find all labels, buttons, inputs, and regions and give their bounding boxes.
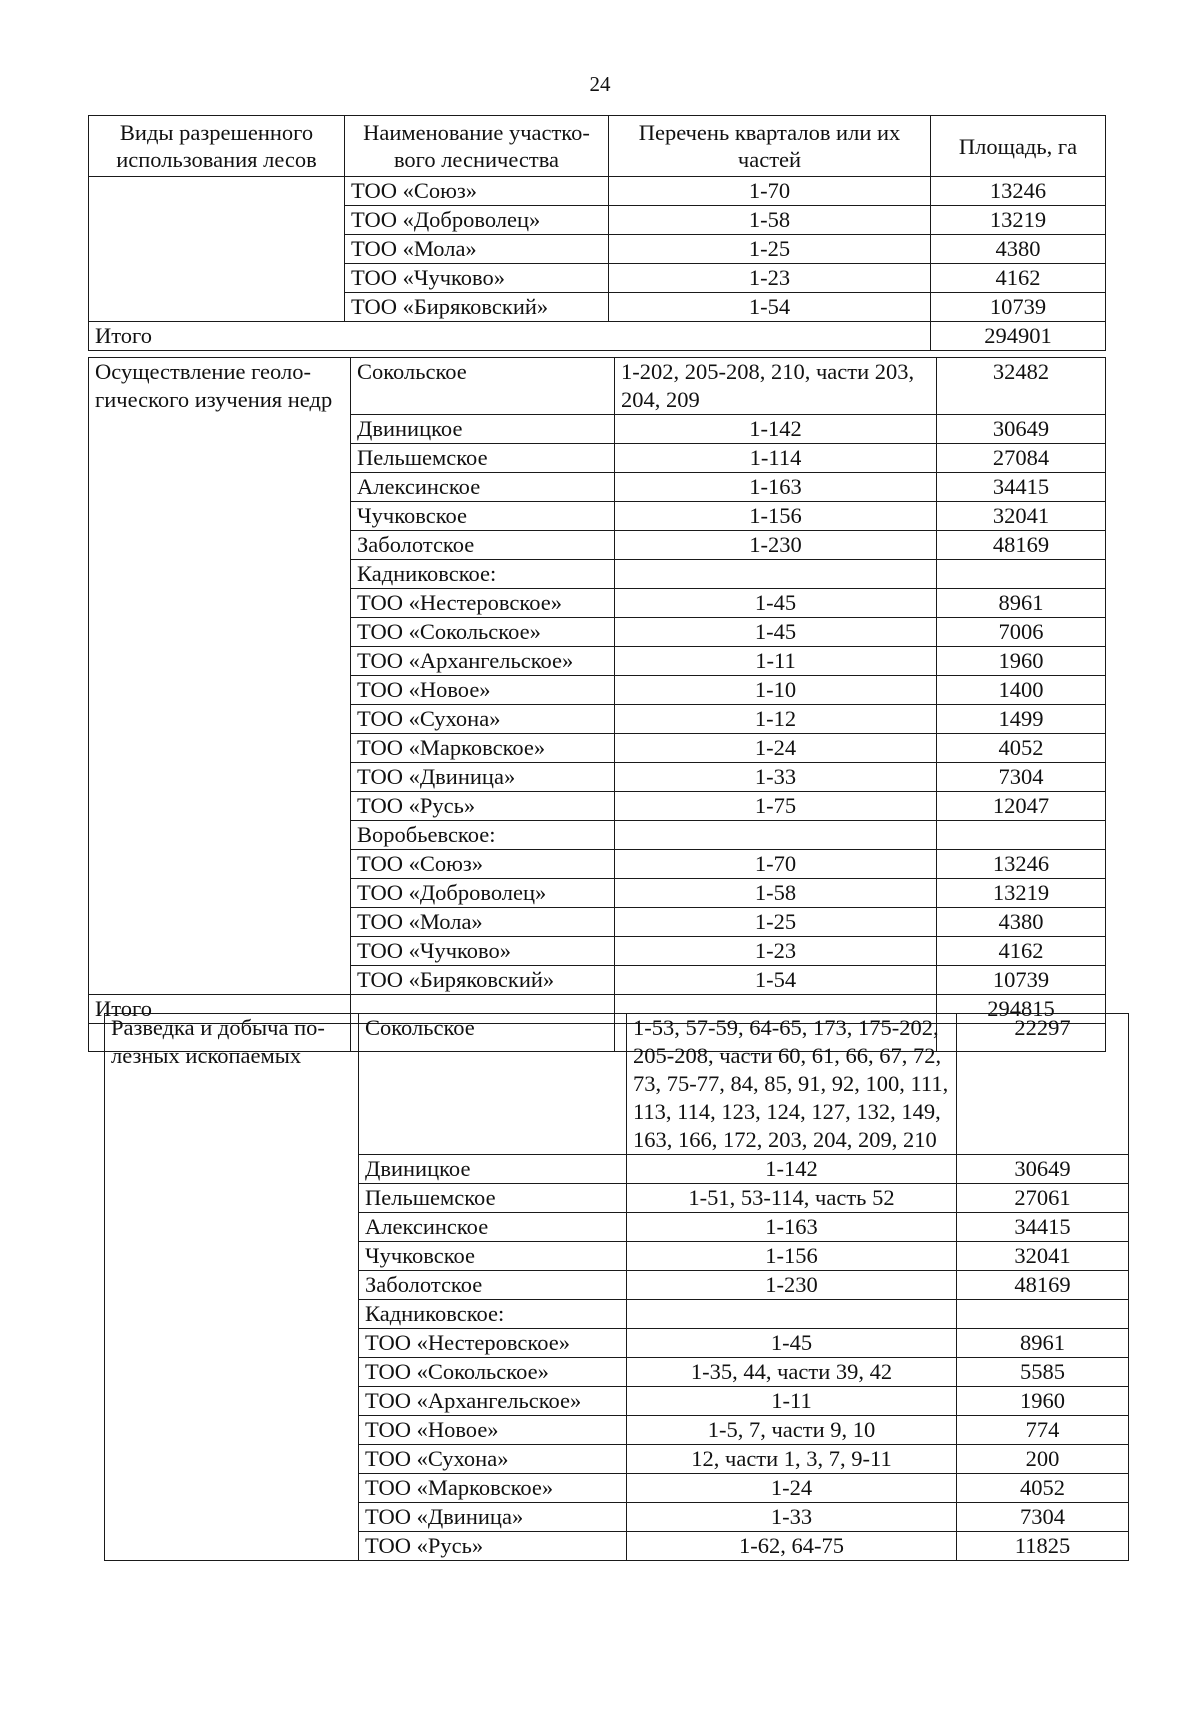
forestry-name-cell: ТОО «Доброволец» bbox=[351, 879, 615, 908]
forestry-name-cell: ТОО «Новое» bbox=[351, 676, 615, 705]
total-row bbox=[89, 322, 1106, 351]
area-cell: 7304 bbox=[957, 1503, 1129, 1532]
quarters-cell: 1-11 bbox=[627, 1387, 957, 1416]
forestry-name-cell: ТОО «Биряковский» bbox=[345, 293, 609, 322]
forestry-name-cell: Кадниковское: bbox=[351, 560, 615, 589]
forestry-name-cell: Воробьевское: bbox=[351, 821, 615, 850]
quarters-cell: 1-33 bbox=[627, 1503, 957, 1532]
quarters-cell: 1-230 bbox=[615, 531, 937, 560]
forestry-name-cell: ТОО «Нестеровское» bbox=[351, 589, 615, 618]
quarters-cell: 1-114 bbox=[615, 444, 937, 473]
quarters-cell: 1-11 bbox=[615, 647, 937, 676]
forestry-name-cell: Чучковское bbox=[359, 1242, 627, 1271]
area-cell: 1400 bbox=[937, 676, 1106, 705]
quarters-cell bbox=[615, 560, 937, 589]
area-cell bbox=[937, 821, 1106, 850]
area-cell: 13246 bbox=[937, 850, 1106, 879]
quarters-cell: 1-142 bbox=[615, 415, 937, 444]
table-row bbox=[89, 177, 1106, 206]
quarters-cell: 1-25 bbox=[609, 235, 931, 264]
forestry-name-cell: ТОО «Новое» bbox=[359, 1416, 627, 1445]
quarters-cell: 1-58 bbox=[609, 206, 931, 235]
quarters-cell: 1-35, 44, части 39, 42 bbox=[627, 1358, 957, 1387]
quarters-cell: 1-25 bbox=[615, 908, 937, 937]
quarters-cell: 1-45 bbox=[615, 618, 937, 647]
quarters-cell: 1-163 bbox=[627, 1213, 957, 1242]
forestry-name-cell: Двиницкое bbox=[359, 1155, 627, 1184]
page-number: 24 bbox=[589, 72, 611, 96]
quarters-cell: 1-24 bbox=[627, 1474, 957, 1503]
forestry-name-cell: ТОО «Двиница» bbox=[351, 763, 615, 792]
forestry-name-cell: ТОО «Русь» bbox=[359, 1532, 627, 1561]
table-row bbox=[89, 358, 1106, 415]
quarters-cell: 1-45 bbox=[615, 589, 937, 618]
quarters-cell: 1-142 bbox=[627, 1155, 957, 1184]
use-type-cell: Разведка и добыча по-лезных ископаемых bbox=[105, 1014, 359, 1561]
area-cell: 30649 bbox=[957, 1155, 1129, 1184]
total-area: 294901 bbox=[931, 322, 1106, 351]
area-cell: 32041 bbox=[937, 502, 1106, 531]
area-cell: 200 bbox=[957, 1445, 1129, 1474]
area-cell: 48169 bbox=[937, 531, 1106, 560]
forestry-name-cell: ТОО «Мола» bbox=[351, 908, 615, 937]
area-cell: 13219 bbox=[937, 879, 1106, 908]
quarters-cell: 1-70 bbox=[609, 177, 931, 206]
quarters-cell: 1-51, 53-114, часть 52 bbox=[627, 1184, 957, 1213]
forestry-name-cell: ТОО «Архангельское» bbox=[351, 647, 615, 676]
area-cell: 8961 bbox=[957, 1329, 1129, 1358]
area-cell: 12047 bbox=[937, 792, 1106, 821]
quarters-cell: 1-45 bbox=[627, 1329, 957, 1358]
area-cell: 5585 bbox=[957, 1358, 1129, 1387]
area-cell: 13246 bbox=[931, 177, 1106, 206]
quarters-cell: 1-156 bbox=[627, 1242, 957, 1271]
area-cell: 27084 bbox=[937, 444, 1106, 473]
area-cell: 34415 bbox=[957, 1213, 1129, 1242]
table-row bbox=[105, 1014, 1129, 1155]
forestry-name-cell: ТОО «Доброволец» bbox=[345, 206, 609, 235]
forestry-name-cell: ТОО «Союз» bbox=[351, 850, 615, 879]
forestry-name-cell: ТОО «Сокольское» bbox=[351, 618, 615, 647]
area-cell: 4162 bbox=[937, 937, 1106, 966]
area-cell: 10739 bbox=[931, 293, 1106, 322]
quarters-cell: 1-54 bbox=[609, 293, 931, 322]
forestry-name-cell: Заболотское bbox=[359, 1271, 627, 1300]
quarters-cell: 1-163 bbox=[615, 473, 937, 502]
area-cell: 4162 bbox=[931, 264, 1106, 293]
forestry-name-cell: ТОО «Архангельское» bbox=[359, 1387, 627, 1416]
forestry-name-cell: ТОО «Сухона» bbox=[359, 1445, 627, 1474]
forestry-name-cell: Сокольское bbox=[359, 1014, 627, 1155]
forestry-name-cell: ТОО «Чучково» bbox=[345, 264, 609, 293]
quarters-cell: 1-58 bbox=[615, 879, 937, 908]
area-cell: 8961 bbox=[937, 589, 1106, 618]
forestry-name-cell: ТОО «Биряковский» bbox=[351, 966, 615, 995]
header-quarters: Перечень кварталов или их частей bbox=[609, 116, 931, 177]
quarters-cell: 1-54 bbox=[615, 966, 937, 995]
forestry-name-cell: Двиницкое bbox=[351, 415, 615, 444]
header-use-type: Виды разрешенного использования лесов bbox=[89, 116, 345, 177]
area-cell: 11825 bbox=[957, 1532, 1129, 1561]
area-cell: 27061 bbox=[957, 1184, 1129, 1213]
quarters-cell: 1-33 bbox=[615, 763, 937, 792]
area-cell: 48169 bbox=[957, 1271, 1129, 1300]
quarters-cell: 1-230 bbox=[627, 1271, 957, 1300]
quarters-cell: 1-5, 7, части 9, 10 bbox=[627, 1416, 957, 1445]
forestry-name-cell: Алексинское bbox=[359, 1213, 627, 1242]
area-cell: 30649 bbox=[937, 415, 1106, 444]
forestry-name-cell: ТОО «Союз» bbox=[345, 177, 609, 206]
use-type-cell bbox=[89, 177, 345, 322]
forestry-name-cell: Пельшемское bbox=[351, 444, 615, 473]
total-area: 294815 bbox=[937, 995, 1106, 1024]
forest-use-table-geology bbox=[88, 357, 1106, 1052]
forest-use-table-top bbox=[88, 115, 1106, 351]
quarters-cell: 1-62, 64-75 bbox=[627, 1532, 957, 1561]
forestry-name-cell: ТОО «Сухона» bbox=[351, 705, 615, 734]
quarters-cell: 1-24 bbox=[615, 734, 937, 763]
quarters-cell: 1-12 bbox=[615, 705, 937, 734]
header-forestry-name: Наименование участко-вого лесничества bbox=[345, 116, 609, 177]
header-area: Площадь, га bbox=[931, 116, 1106, 177]
area-cell: 32482 bbox=[937, 358, 1106, 415]
area-cell: 7006 bbox=[937, 618, 1106, 647]
forestry-name-cell: ТОО «Русь» bbox=[351, 792, 615, 821]
quarters-cell bbox=[615, 821, 937, 850]
quarters-cell: 12, части 1, 3, 7, 9-11 bbox=[627, 1445, 957, 1474]
quarters-cell: 1-23 bbox=[609, 264, 931, 293]
area-cell: 22297 bbox=[957, 1014, 1129, 1155]
quarters-cell bbox=[627, 1300, 957, 1329]
forestry-name-cell: ТОО «Двиница» bbox=[359, 1503, 627, 1532]
forest-use-table-mining bbox=[104, 1013, 1129, 1561]
forestry-name-cell: Сокольское bbox=[351, 358, 615, 415]
area-cell: 7304 bbox=[937, 763, 1106, 792]
table-header-row bbox=[89, 116, 1106, 177]
total-label: Итого bbox=[89, 322, 931, 351]
forestry-name-cell: ТОО «Сокольское» bbox=[359, 1358, 627, 1387]
quarters-cell: 1-10 bbox=[615, 676, 937, 705]
area-cell: 34415 bbox=[937, 473, 1106, 502]
forestry-name-cell: Алексинское bbox=[351, 473, 615, 502]
quarters-cell: 1-23 bbox=[615, 937, 937, 966]
area-cell bbox=[937, 560, 1106, 589]
area-cell: 4380 bbox=[937, 908, 1106, 937]
forestry-name-cell: ТОО «Нестеровское» bbox=[359, 1329, 627, 1358]
quarters-cell: 1-70 bbox=[615, 850, 937, 879]
forestry-name-cell: Чучковское bbox=[351, 502, 615, 531]
area-cell: 13219 bbox=[931, 206, 1106, 235]
quarters-cell: 1-156 bbox=[615, 502, 937, 531]
area-cell: 1960 bbox=[957, 1387, 1129, 1416]
area-cell: 10739 bbox=[937, 966, 1106, 995]
area-cell: 4380 bbox=[931, 235, 1106, 264]
forestry-name-cell: Кадниковское: bbox=[359, 1300, 627, 1329]
area-cell: 774 bbox=[957, 1416, 1129, 1445]
quarters-cell: 1-202, 205-208, 210, части 203, 204, 209 bbox=[615, 358, 937, 415]
forestry-name-cell: ТОО «Марковское» bbox=[359, 1474, 627, 1503]
total-label: Итого bbox=[89, 995, 351, 1024]
forestry-name-cell: Пельшемское bbox=[359, 1184, 627, 1213]
area-cell: 1499 bbox=[937, 705, 1106, 734]
area-cell: 1960 bbox=[937, 647, 1106, 676]
area-cell: 4052 bbox=[937, 734, 1106, 763]
area-cell: 32041 bbox=[957, 1242, 1129, 1271]
quarters-cell: 1-75 bbox=[615, 792, 937, 821]
area-cell: 4052 bbox=[957, 1474, 1129, 1503]
area-cell bbox=[957, 1300, 1129, 1329]
forestry-name-cell: ТОО «Чучково» bbox=[351, 937, 615, 966]
quarters-cell: 1-53, 57-59, 64-65, 173, 175-202, 205-208, части 60, 61, 66, 67, 72, 73, 75-77, 84, 85, 91, 92, 100, 111, 113, 114, 123, 124, 127, 132, 149, 163, 166, 172, 203, 204, 209, 210 bbox=[627, 1014, 957, 1155]
use-type-cell: Осуществление геоло-гического изучения недр bbox=[89, 358, 351, 995]
forestry-name-cell: ТОО «Марковское» bbox=[351, 734, 615, 763]
forestry-name-cell: ТОО «Мола» bbox=[345, 235, 609, 264]
forestry-name-cell: Заболотское bbox=[351, 531, 615, 560]
